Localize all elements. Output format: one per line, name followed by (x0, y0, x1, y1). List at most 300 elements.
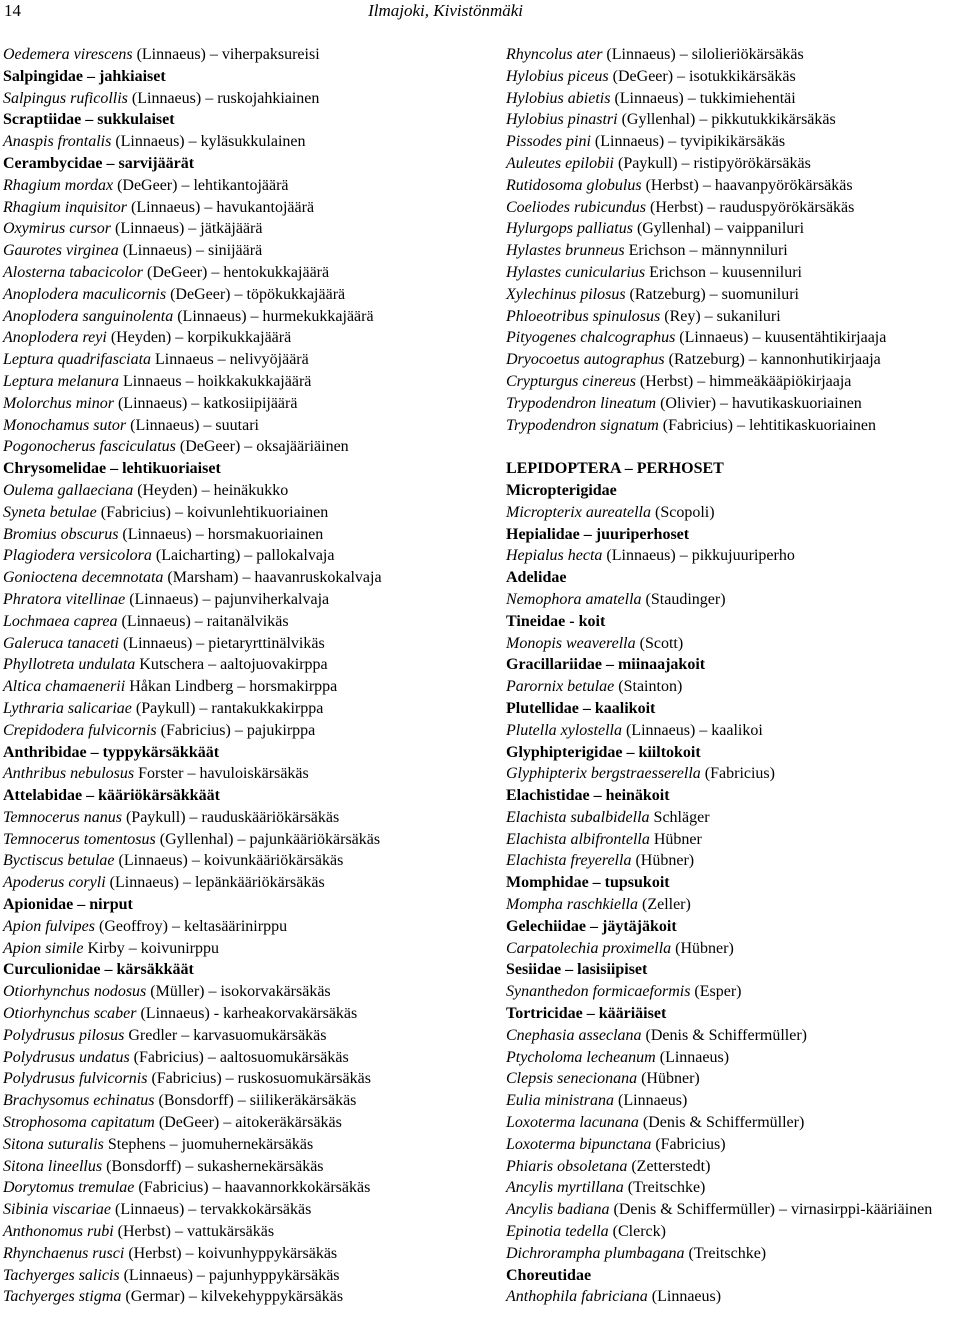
scientific-name: Elachista subalbidella (506, 808, 650, 826)
species-entry (506, 720, 958, 742)
species-entry (3, 1025, 495, 1047)
family-heading: Glyphipterigidae – kiiltokoit (506, 743, 701, 761)
scientific-name: Clepsis senecionana (506, 1070, 642, 1088)
species-entry (506, 1286, 958, 1308)
species-authority-common-name: (Fabricius) – ruskosuomukärsäkäs (147, 1070, 371, 1088)
scientific-name: Phratora vitellinae (3, 590, 126, 608)
species-authority-common-name: (Scott) (635, 634, 684, 652)
species-entry (3, 633, 495, 655)
species-entry (3, 654, 495, 676)
species-authority-common-name: Håkan Lindberg – horsmakirppa (125, 678, 338, 696)
species-authority-common-name: (Fabricius) – koivunlehtikuoriainen (96, 503, 329, 521)
species-authority-common-name: (Linnaeus) - karheakorvakärsäkäs (136, 1005, 358, 1023)
scientific-name: Alosterna tabacicolor (3, 263, 143, 281)
scientific-name: Rhyncolus ater (506, 46, 603, 63)
species-entry (506, 218, 958, 240)
species-entry (506, 131, 958, 153)
species-authority-common-name: (DeGeer) – oksajääriäinen (175, 438, 349, 456)
species-entry (506, 589, 958, 611)
scientific-name: Anoplodera sanguinolenta (3, 307, 174, 325)
species-authority-common-name: (Gyllenhal) – pikkutukkikärsäkäs (617, 111, 836, 129)
species-entry (506, 894, 958, 916)
species-authority-common-name: (Esper) (690, 983, 742, 1001)
species-entry (3, 1177, 495, 1199)
species-entry (3, 284, 495, 306)
scientific-name: Leptura melanura (3, 372, 119, 390)
species-entry (3, 938, 495, 960)
species-entry (506, 1134, 958, 1156)
scientific-name: Auleutes epilobii (506, 154, 614, 172)
species-entry (3, 589, 495, 611)
species-entry (506, 1199, 958, 1221)
species-authority-common-name: (Scopoli) (651, 503, 715, 521)
scientific-name: Anoplodera maculicornis (3, 285, 167, 303)
scientific-name: Oxymirus cursor (3, 220, 111, 238)
scientific-name: Salpingus ruficollis (3, 89, 128, 107)
scientific-name: Loxoterma bipunctana (506, 1135, 652, 1153)
species-entry (506, 502, 958, 524)
species-authority-common-name: (Treitschke) (623, 1179, 706, 1197)
species-authority-common-name: (Linnaeus) – silolieriökärsäkäs (602, 46, 804, 63)
species-authority-common-name: (Linnaeus) – koivunkääriökärsäkäs (114, 852, 344, 870)
species-authority-common-name: (Bonsdorff) – siilikeräkärsäkäs (154, 1092, 357, 1110)
species-entry (506, 829, 958, 851)
species-entry (3, 327, 495, 349)
scientific-name: Apion fulvipes (3, 917, 95, 935)
scientific-name: Apion simile (3, 939, 84, 957)
scientific-name: Monopis weaverella (506, 634, 636, 652)
scientific-name: Loxoterma lacunana (506, 1114, 639, 1132)
scientific-name: Coeliodes rubicundus (506, 198, 646, 216)
species-entry (506, 850, 958, 872)
species-authority-common-name: (Fabricius) (700, 765, 775, 783)
scientific-name: Pissodes pini (506, 133, 591, 151)
species-entry (506, 1177, 958, 1199)
species-entry (3, 1156, 495, 1178)
family-heading: Plutellidae – kaalikoit (506, 699, 656, 717)
species-authority-common-name: (Geoffroy) – keltasäärinirppu (94, 917, 288, 935)
family-heading: Apionidae – nirput (3, 896, 133, 914)
species-authority-common-name: Stephens – juomuhernekärsäkäs (103, 1135, 314, 1153)
species-entry (3, 545, 495, 567)
species-entry (3, 131, 495, 153)
species-authority-common-name: (Herbst) – vattukärsäkäs (113, 1223, 275, 1241)
species-authority-common-name: (Heyden) – korpikukkajäärä (106, 329, 292, 347)
species-entry (506, 415, 958, 437)
family-heading: Curculionidae – kärsäkkäät (3, 961, 194, 979)
species-authority-common-name: (Staudinger) (641, 590, 726, 608)
species-entry (506, 153, 958, 175)
species-entry (3, 1112, 495, 1134)
species-authority-common-name: (Laicharting) – pallokalvaja (151, 547, 335, 565)
order-heading: LEPIDOPTERA – PERHOSET (506, 460, 724, 478)
species-authority-common-name: Schläger (649, 808, 710, 826)
species-authority-common-name: (Bonsdorff) – sukashernekärsäkäs (102, 1157, 324, 1175)
species-entry (3, 1265, 495, 1287)
species-authority-common-name: (Linnaeus) – ruskojahkiainen (127, 89, 320, 107)
species-authority-common-name: (Olivier) – havutikaskuoriainen (656, 394, 862, 412)
family-heading: Momphidae – tupsukoit (506, 874, 670, 892)
family-heading: Choreutidae (506, 1266, 592, 1284)
species-authority-common-name: (Stainton) (614, 678, 683, 696)
scientific-name: Trypodendron signatum (506, 416, 659, 434)
species-authority-common-name: (DeGeer) – lehtikantojäärä (113, 176, 289, 194)
species-entry (3, 872, 495, 894)
scientific-name: Oulema gallaeciana (3, 481, 134, 499)
species-entry (506, 306, 958, 328)
species-authority-common-name: (Linnaeus) – tukkimiehentäi (610, 89, 796, 107)
species-authority-common-name: (Ratzeburg) – suomuniluri (625, 285, 799, 303)
scientific-name: Micropterix aureatella (506, 503, 651, 521)
species-entry (3, 1003, 495, 1025)
species-entry (3, 240, 495, 262)
species-entry (3, 1243, 495, 1265)
scientific-name: Carpatolechia proximella (506, 939, 672, 957)
species-entry (3, 88, 495, 110)
scientific-name: Strophosoma capitatum (3, 1114, 155, 1132)
species-authority-common-name: (Fabricius) – haavannorkkokärsäkäs (134, 1179, 371, 1197)
scientific-name: Otiorhynchus scaber (3, 1005, 137, 1023)
species-entry (3, 415, 495, 437)
species-authority-common-name: (Linnaeus) – jätkäjäärä (111, 220, 263, 238)
scientific-name: Hylurgops palliatus (506, 220, 633, 238)
species-authority-common-name: (Herbst) – haavanpyörökärsäkäs (641, 176, 853, 194)
species-entry (506, 633, 958, 655)
family-heading: Chrysomelidae – lehtikuoriaiset (3, 460, 221, 478)
species-authority-common-name: (Linnaeus) – tervakkokärsäkäs (110, 1201, 312, 1219)
species-authority-common-name: (Linnaeus) (614, 1092, 688, 1110)
species-entry (506, 44, 958, 66)
scientific-name: Epinotia tedella (506, 1223, 609, 1241)
scientific-name: Mompha raschkiella (506, 896, 638, 914)
scientific-name: Elachista freyerella (506, 852, 632, 870)
scientific-name: Gaurotes virginea (3, 242, 119, 260)
species-entry (506, 1025, 958, 1047)
scientific-name: Eulia ministrana (506, 1092, 615, 1110)
scientific-name: Crepidodera fulvicornis (3, 721, 157, 739)
species-entry (506, 197, 958, 219)
species-entry (506, 109, 958, 131)
species-authority-common-name: Kirby – koivunirppu (83, 939, 219, 957)
species-authority-common-name: (Müller) – isokorvakärsäkäs (146, 983, 331, 1001)
species-authority-common-name: Gredler – karvasuomukärsäkäs (124, 1026, 327, 1044)
scientific-name: Sitona lineellus (3, 1157, 103, 1175)
scientific-name: Polydrusus fulvicornis (3, 1070, 148, 1088)
species-authority-common-name: (Clerck) (608, 1223, 666, 1241)
species-entry (506, 1047, 958, 1069)
species-authority-common-name: (Linnaeus) – sinijäärä (118, 242, 263, 260)
family-heading: Attelabidae – kääriökärsäkkäät (3, 787, 220, 805)
species-authority-common-name: (Linnaeus) – havukantojäärä (127, 198, 315, 216)
species-authority-common-name: Forster – havuloiskärsäkäs (134, 765, 309, 783)
species-authority-common-name: (Denis & Schiffermüller) (641, 1026, 807, 1044)
species-entry (506, 88, 958, 110)
species-entry (506, 1090, 958, 1112)
species-entry (506, 175, 958, 197)
species-entry (3, 502, 495, 524)
species-entry (3, 567, 495, 589)
scientific-name: Lochmaea caprea (3, 612, 118, 630)
species-entry (3, 1286, 495, 1308)
species-entry (506, 981, 958, 1003)
scientific-name: Pityogenes chalcographus (506, 329, 676, 347)
species-authority-common-name: (Hübner) (641, 1070, 700, 1088)
species-authority-common-name: (Linnaeus) – lepänkääriökärsäkäs (105, 874, 325, 892)
scientific-name: Polydrusus pilosus (3, 1026, 125, 1044)
species-entry (506, 763, 958, 785)
page-header (0, 0, 960, 28)
species-authority-common-name: (Germar) – kilvekehyppykärsäkäs (121, 1288, 344, 1306)
scientific-name: Hylobius abietis (506, 89, 611, 107)
species-authority-common-name: (Herbst) – himmeäkääpiökirjaaja (635, 372, 852, 390)
species-authority-common-name: (DeGeer) – isotukkikärsäkäs (608, 67, 796, 85)
species-authority-common-name: (Linnaeus) – pajunviherkalvaja (125, 590, 330, 608)
species-entry (3, 175, 495, 197)
species-authority-common-name: (Linnaeus) (647, 1288, 722, 1306)
scientific-name: Rhagium inquisitor (3, 198, 128, 216)
species-authority-common-name: (Rey) – sukaniluri (660, 307, 781, 325)
scientific-name: Hylobius piceus (506, 67, 609, 85)
species-entry (506, 1156, 958, 1178)
species-entry (3, 611, 495, 633)
page-number: 14 (4, 1, 21, 20)
species-authority-common-name: Hübner (649, 830, 702, 848)
species-entry (506, 262, 958, 284)
species-entry (3, 480, 495, 502)
scientific-name: Polydrusus undatus (3, 1048, 130, 1066)
species-authority-common-name: (Paykull) – ristipyörökärsäkäs (613, 154, 811, 172)
scientific-name: Plutella xylostella (506, 721, 622, 739)
species-authority-common-name: Linnaeus – hoikkakukkajäärä (119, 372, 312, 390)
scientific-name: Anthonomus rubi (3, 1223, 114, 1241)
species-entry (3, 218, 495, 240)
species-entry (506, 240, 958, 262)
species-entry (3, 676, 495, 698)
scientific-name: Phyllotreta undulata (3, 656, 136, 674)
family-heading: Gracillariidae – miinaajakoit (506, 656, 706, 674)
species-authority-common-name: (Linnaeus) (655, 1048, 730, 1066)
scientific-name: Molorchus minor (3, 394, 114, 412)
species-authority-common-name: (Linnaeus) – katkosiipijäärä (113, 394, 298, 412)
scientific-name: Otiorhynchus nodosus (3, 983, 147, 1001)
scientific-name: Rhynchaenus rusci (3, 1244, 125, 1262)
scientific-name: Glyphipterix bergstraesserella (506, 765, 701, 783)
species-entry (506, 349, 958, 371)
species-entry (506, 1068, 958, 1090)
species-authority-common-name: (Linnaeus) – pikkujuuriperho (602, 547, 795, 565)
species-authority-common-name: Kutschera – aaltojuovakirppa (135, 656, 328, 674)
scientific-name: Rutidosoma globulus (506, 176, 642, 194)
family-heading: Anthribidae – typpykärsäkkäät (3, 743, 220, 761)
scientific-name: Parornix betulae (506, 678, 615, 696)
family-heading: Tortricidae – kääriäiset (506, 1005, 667, 1023)
family-heading: Scraptiidae – sukkulaiset (3, 111, 175, 129)
species-entry (3, 197, 495, 219)
scientific-name: Monochamus sutor (3, 416, 127, 434)
scientific-name: Plagiodera versicolora (3, 547, 152, 565)
scientific-name: Ancylis myrtillana (506, 1179, 624, 1197)
species-entry (3, 1090, 495, 1112)
right-column (506, 44, 958, 1308)
scientific-name: Phloeotribus spinulosus (506, 307, 661, 325)
species-entry (506, 1221, 958, 1243)
species-entry (3, 763, 495, 785)
species-authority-common-name: (Linnaeus) – pajunhyppykärsäkäs (119, 1266, 340, 1284)
scientific-name: Anoplodera reyi (3, 329, 107, 347)
family-heading: Micropterigidae (506, 481, 617, 499)
species-entry (3, 1221, 495, 1243)
species-entry (506, 66, 958, 88)
species-entry (3, 720, 495, 742)
species-authority-common-name: (Linnaeus) – kuusentähtikirjaaja (675, 329, 887, 347)
species-entry (3, 306, 495, 328)
species-authority-common-name: (Gyllenhal) – pajunkääriökärsäkäs (155, 830, 381, 848)
species-authority-common-name: Erichson – männynniluri (624, 242, 788, 260)
species-entry (506, 393, 958, 415)
species-entry (506, 371, 958, 393)
species-entry (3, 850, 495, 872)
species-entry (506, 327, 958, 349)
species-authority-common-name: (Gyllenhal) – vaippaniluri (632, 220, 805, 238)
species-authority-common-name: (Linnaeus) – kyläsukkulainen (111, 133, 306, 151)
scientific-name: Ptycholoma lecheanum (506, 1048, 656, 1066)
species-authority-common-name: (Linnaeus) – horsmakuoriainen (118, 525, 324, 543)
scientific-name: Tachyerges stigma (3, 1288, 122, 1306)
species-entry (3, 436, 495, 458)
scientific-name: Temnocerus tomentosus (3, 830, 156, 848)
scientific-name: Byctiscus betulae (3, 852, 115, 870)
species-authority-common-name: (Herbst) – rauduspyörökärsäkäs (646, 198, 855, 216)
scientific-name: Cnephasia asseclana (506, 1026, 642, 1044)
species-authority-common-name: (DeGeer) – hentokukkajäärä (142, 263, 330, 281)
species-authority-common-name: (Denis & Schiffermüller) – virnasirppi-kääriäinen (609, 1201, 933, 1219)
scientific-name: Dichrorampha plumbagana (506, 1244, 685, 1262)
species-authority-common-name: (Linnaeus) – pietaryrttinälvikäs (118, 634, 325, 652)
running-title: Ilmajoki, Kivistönmäki (368, 1, 523, 20)
species-entry (3, 393, 495, 415)
species-entry (506, 1243, 958, 1265)
species-authority-common-name: Erichson – kuusenniluri (645, 263, 802, 281)
species-authority-common-name: (Paykull) – rauduskääriökärsäkäs (121, 808, 340, 826)
scientific-name: Anthribus nebulosus (3, 765, 135, 783)
species-entry (3, 981, 495, 1003)
species-entry (506, 807, 958, 829)
scientific-name: Phiaris obsoletana (506, 1157, 628, 1175)
scientific-name: Crypturgus cinereus (506, 372, 636, 390)
species-authority-common-name: (Fabricius) – pajukirppa (156, 721, 316, 739)
species-authority-common-name: (Hübner) (631, 852, 695, 870)
scientific-name: Lythraria salicariae (3, 699, 132, 717)
species-entry (3, 349, 495, 371)
scientific-name: Brachysomus echinatus (3, 1092, 155, 1110)
species-authority-common-name: (Herbst) – koivunhyppykärsäkäs (124, 1244, 338, 1262)
species-authority-common-name: (Linnaeus) – raitanälvikäs (117, 612, 289, 630)
species-authority-common-name: (Fabricius) (651, 1135, 726, 1153)
species-authority-common-name: Linnaeus – nelivyöjäärä (151, 351, 309, 369)
family-heading: Elachistidae – heinäkoit (506, 787, 670, 805)
species-authority-common-name: (Zetterstedt) (627, 1157, 711, 1175)
scientific-name: Nemophora amatella (506, 590, 642, 608)
species-entry (3, 916, 495, 938)
scientific-name: Bromius obscurus (3, 525, 119, 543)
species-entry (3, 44, 495, 66)
species-entry (3, 371, 495, 393)
species-authority-common-name: (Hübner) (671, 939, 734, 957)
species-entry (3, 1047, 495, 1069)
species-authority-common-name: (Linnaeus) – viherpaksureisi (132, 46, 320, 63)
scientific-name: Dryocoetus autographus (506, 351, 665, 369)
species-entry (3, 1199, 495, 1221)
scientific-name: Trypodendron lineatum (506, 394, 657, 412)
family-heading: Cerambycidae – sarvijäärät (3, 154, 195, 172)
scientific-name: Ancylis badiana (506, 1201, 610, 1219)
species-authority-common-name: (Zeller) (637, 896, 691, 914)
scientific-name: Anaspis frontalis (3, 133, 112, 151)
scientific-name: Elachista albifrontella (506, 830, 650, 848)
scientific-name: Dorytomus tremulae (3, 1179, 135, 1197)
species-authority-common-name: (Denis & Schiffermüller) (638, 1114, 805, 1132)
scientific-name: Pogonocherus fasciculatus (3, 438, 176, 456)
scientific-name: Temnocerus nanus (3, 808, 122, 826)
species-authority-common-name: (Heyden) – heinäkukko (133, 481, 289, 499)
scientific-name: Hylobius pinastri (506, 111, 618, 129)
scientific-name: Hylastes brunneus (506, 242, 625, 260)
species-authority-common-name: (Treitschke) (684, 1244, 767, 1262)
family-heading: Hepialidae – juuriperhoset (506, 525, 690, 543)
scientific-name: Sibinia viscariae (3, 1201, 111, 1219)
scientific-name: Synanthedon formicaeformis (506, 983, 691, 1001)
family-heading: Gelechiidae – jäytäjäkoit (506, 917, 677, 935)
left-column (3, 44, 495, 1308)
species-authority-common-name: (Linnaeus) – tyvipikikärsäkäs (590, 133, 786, 151)
species-entry (506, 284, 958, 306)
species-authority-common-name: (Fabricius) – lehtitikaskuoriainen (658, 416, 877, 434)
species-authority-common-name: (DeGeer) – aitokeräkärsäkäs (154, 1114, 342, 1132)
scientific-name: Leptura quadrifasciata (3, 351, 152, 369)
scientific-name: Tachyerges salicis (3, 1266, 120, 1284)
species-authority-common-name: (Linnaeus) – suutari (126, 416, 259, 434)
species-entry (3, 698, 495, 720)
species-authority-common-name: (Linnaeus) – hurmekukkajäärä (173, 307, 374, 325)
species-entry (506, 676, 958, 698)
scientific-name: Xylechinus pilosus (506, 285, 626, 303)
species-entry (506, 545, 958, 567)
species-entry (3, 829, 495, 851)
scientific-name: Anthophila fabriciana (506, 1288, 648, 1306)
species-entry (3, 524, 495, 546)
scientific-name: Syneta betulae (3, 503, 97, 521)
scientific-name: Apoderus coryli (3, 874, 106, 892)
scientific-name: Galeruca tanaceti (3, 634, 119, 652)
species-authority-common-name: (Linnaeus) – kaalikoi (621, 721, 763, 739)
species-entry (506, 938, 958, 960)
species-entry (3, 1068, 495, 1090)
family-heading: Tineidae - koit (506, 612, 606, 630)
species-entry (3, 807, 495, 829)
section-spacer (506, 436, 958, 458)
species-entry (3, 1134, 495, 1156)
species-authority-common-name: (Paykull) – rantakukkakirppa (131, 699, 324, 717)
scientific-name: Altica chamaenerii (3, 678, 126, 696)
family-heading: Adelidae (506, 569, 567, 587)
species-authority-common-name: (DeGeer) – töpökukkajäärä (166, 285, 346, 303)
scientific-name: Rhagium mordax (3, 176, 114, 194)
species-authority-common-name: (Fabricius) – aaltosuomukärsäkäs (129, 1048, 349, 1066)
family-heading: Salpingidae – jahkiaiset (3, 67, 166, 85)
scientific-name: Oedemera virescens (3, 46, 133, 63)
scientific-name: Sitona suturalis (3, 1135, 104, 1153)
species-authority-common-name: (Ratzeburg) – kannonhutikirjaaja (664, 351, 881, 369)
